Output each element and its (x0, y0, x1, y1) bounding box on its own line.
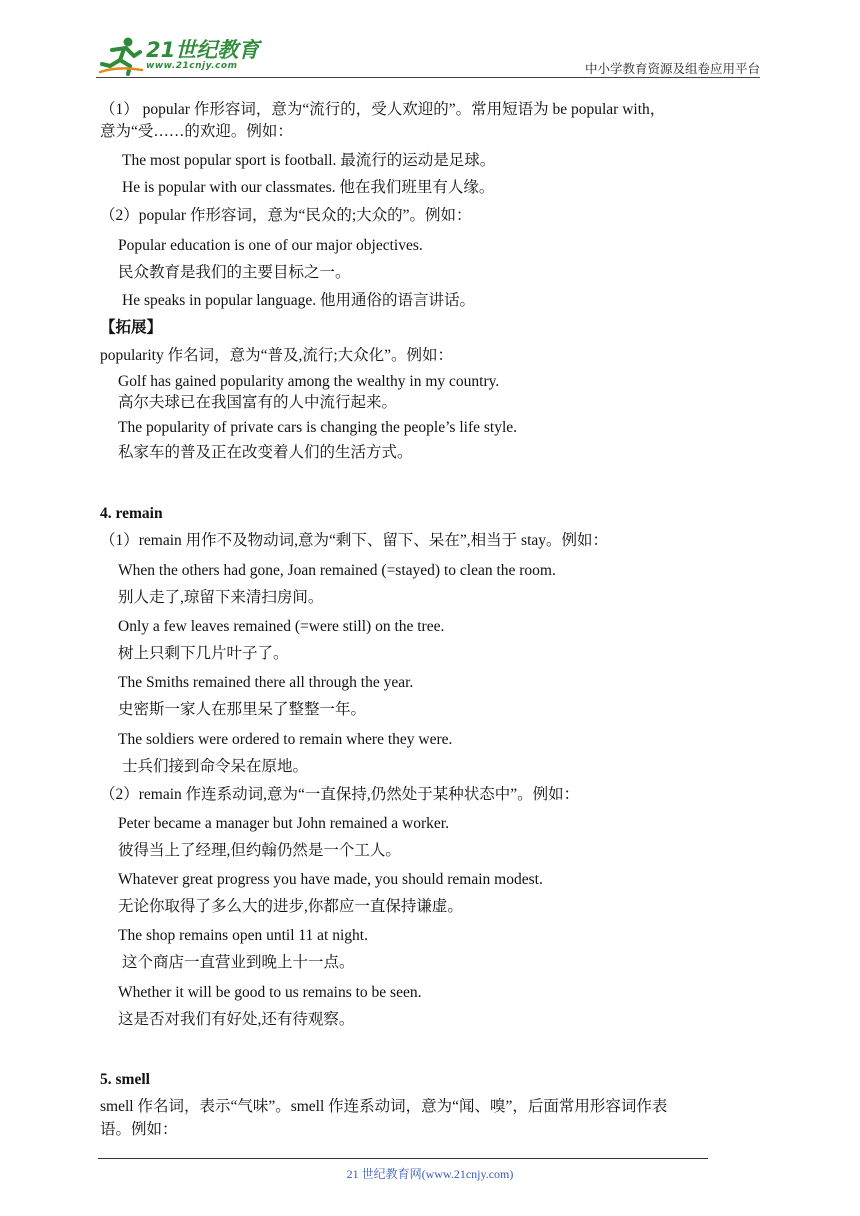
text-line: 语。例如： (100, 1121, 178, 1138)
text-line: When the others had gone, Joan remained (=stayed) to clean the room. (118, 562, 556, 579)
runner-logo-icon (98, 36, 144, 76)
text-line: （2）popular 作形容词，意为“民众的;大众的”。例如： (100, 207, 472, 224)
text-line: He is popular with our classmates. 他在我们班里有人缘。 (122, 179, 495, 196)
header-tagline: 中小学教育资源及组卷应用平台 (584, 61, 760, 76)
text-line: （1） popular 作形容词，意为“流行的，受人欢迎的”。常用短语为 be popular with， (100, 101, 666, 118)
header-divider (96, 77, 760, 78)
text-line: 树上只剩下几片叶子了。 (118, 645, 289, 662)
text-line: 高尔夫球已在我国富有的人中流行起来。 (118, 394, 398, 411)
text-line: He speaks in popular language. 他用通俗的语言讲话。 (122, 292, 475, 309)
text-line: popularity 作名词，意为“普及,流行;大众化”。例如： (100, 347, 454, 364)
text-line: 私家车的普及正在改变着人们的生活方式。 (118, 444, 413, 461)
text-line: （2）remain 作连系动词,意为“一直保持,仍然处于某种状态中”。例如： (100, 786, 580, 803)
text-line: 意为“受……的欢迎。例如： (100, 123, 293, 140)
text-line: Whatever great progress you have made, you should remain modest. (118, 871, 543, 888)
text-line: The most popular sport is football. 最流行的运动是足球。 (122, 152, 496, 169)
text-line: Peter became a manager but John remained a worker. (118, 815, 449, 832)
text-line: （1）remain 用作不及物动词,意为“剩下、留下、呆在”,相当于 stay。例如： (100, 532, 609, 549)
text-line: Popular education is one of our major objectives. (118, 237, 423, 254)
text-line: 民众教育是我们的主要目标之一。 (118, 264, 351, 281)
text-line: 别人走了,琼留下来清扫房间。 (118, 589, 324, 606)
text-line: The soldiers were ordered to remain where they were. (118, 731, 453, 748)
text-line: Only a few leaves remained (=were still) on the tree. (118, 618, 445, 635)
text-line: 彼得当上了经理,但约翰仍然是一个工人。 (118, 842, 401, 859)
text-line: 这个商店一直营业到晚上十一点。 (122, 954, 355, 971)
logo (96, 34, 266, 78)
text-line: 史密斯一家人在那里呆了整整一年。 (118, 701, 367, 718)
text-line: Golf has gained popularity among the wealthy in my country. (118, 373, 500, 390)
logo-title: 21世纪教育 (146, 38, 260, 62)
text-line: 士兵们接到命令呆在原地。 (122, 758, 309, 775)
page-header (96, 30, 760, 80)
footer-divider (98, 1158, 708, 1159)
section-heading: 5. smell (100, 1071, 150, 1088)
logo-url: www.21cnjy.com (146, 61, 238, 71)
text-line: 这是否对我们有好处,还有待观察。 (118, 1011, 355, 1028)
page-footer: 21 世纪教育网(www.21cnjy.com) (346, 1167, 514, 1181)
text-line: The Smiths remained there all through the year. (118, 674, 414, 691)
text-line: The popularity of private cars is changing the people’s life style. (118, 419, 518, 436)
text-line: Whether it will be good to us remains to be seen. (118, 984, 422, 1001)
section-heading: 【拓展】 (100, 319, 163, 336)
text-line: smell 作名词，表示“气味”。smell 作连系动词，意为“闻、嗅”，后面常用形容词作表 (100, 1098, 668, 1115)
section-heading: 4. remain (100, 505, 163, 522)
text-line: 无论你取得了多么大的进步,你都应一直保持谦虚。 (118, 898, 463, 915)
text-line: The shop remains open until 11 at night. (118, 927, 368, 944)
